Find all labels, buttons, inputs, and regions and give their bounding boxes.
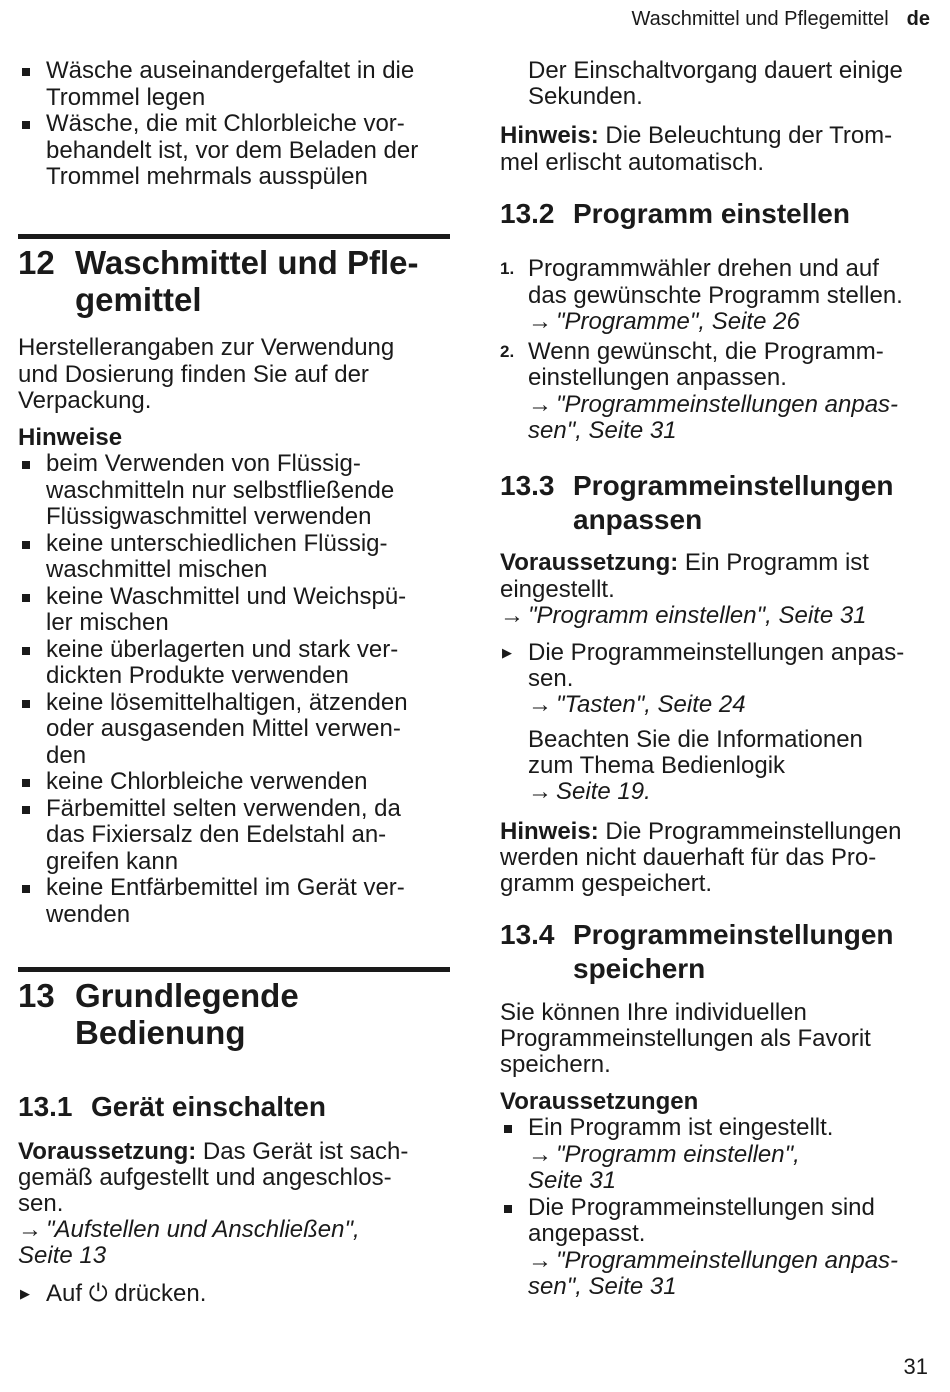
- action-step: ▶ Auf ⏻ drücken.: [20, 1280, 207, 1307]
- section-number: 12: [18, 244, 55, 281]
- notes-label: Hinweise: [18, 424, 123, 451]
- paragraph-line: Der Einschaltvorgang dauert einige: [528, 57, 903, 84]
- paragraph-line: Voraussetzung: Das Gerät ist sach-: [18, 1138, 409, 1165]
- note-line: mel erlischt automatisch.: [500, 149, 765, 176]
- section-12-heading: [18, 244, 450, 318]
- section-13-4-heading: [500, 918, 932, 986]
- cross-reference-page[interactable]: sen", Seite 31: [528, 417, 677, 444]
- paragraph-line: sen.: [18, 1190, 64, 1217]
- section-number: 13.1: [18, 1091, 73, 1122]
- section-title: Waschmittel und Pfle- gemittel: [75, 244, 419, 318]
- paragraph-line: Beachten Sie die Informationen: [528, 726, 863, 753]
- list-item: Färbemittel selten verwenden, da das Fixiersalz den Edelstahl an- greifen kann: [18, 796, 450, 876]
- paragraph-line: speichern.: [500, 1051, 611, 1078]
- section-13-3-heading: [500, 469, 932, 537]
- cross-reference-link[interactable]: → "Programmeinstellungen anpas-: [528, 390, 899, 418]
- arrow-right-icon: →: [528, 691, 552, 718]
- prerequisite-label: Voraussetzung:: [18, 1138, 197, 1165]
- notes-bullet-list: [18, 451, 450, 928]
- paragraph-line: gemäß aufgestellt und angeschlos-: [18, 1164, 392, 1191]
- list-item: 2. Wenn gewünscht, die Programm- einstellungen anpassen. → "Programmeinstellungen anpas- sen", Seite 31: [500, 339, 932, 445]
- note-line: Hinweis: Die Beleuchtung der Trom-: [500, 122, 893, 149]
- paragraph-line: Herstellerangaben zur Verwendung: [18, 334, 395, 361]
- arrow-right-icon: →: [500, 602, 524, 629]
- paragraph-line: Sie können Ihre individuellen: [500, 999, 807, 1026]
- header-title: Waschmittel und Pflegemittel: [631, 8, 889, 30]
- power-icon: ⏻: [88, 1280, 108, 1307]
- list-item: Ein Programm ist eingestellt. → "Programm einstellen", Seite 31: [500, 1115, 932, 1195]
- cross-reference-page[interactable]: Seite 31: [528, 1167, 617, 1194]
- section-divider: [18, 234, 450, 239]
- paragraph-line: eingestellt.: [500, 576, 615, 603]
- section-title: Gerät einschalten: [91, 1091, 326, 1122]
- action-step: ▶ Die Programmeinstellungen anpas-: [502, 639, 905, 666]
- note-line: werden nicht dauerhaft für das Pro-: [500, 844, 877, 871]
- paragraph-line: und Dosierung finden Sie auf der: [18, 361, 369, 388]
- list-item: keine überlagerten und stark ver- dickten Produkte verwenden: [18, 637, 450, 690]
- section-13-heading: [18, 977, 450, 1051]
- paragraph-line: Voraussetzung: Ein Programm ist: [500, 549, 869, 576]
- section-divider: [18, 967, 450, 972]
- page-header: [632, 8, 930, 31]
- paragraph-line: Sekunden.: [528, 83, 643, 110]
- numbered-steps: [500, 256, 932, 445]
- cross-reference-link[interactable]: → "Programme", Seite 26: [528, 308, 800, 335]
- list-item: keine Entfärbemittel im Gerät ver- wenden: [18, 875, 450, 928]
- section-number: 13.2: [500, 198, 555, 229]
- cross-reference-page[interactable]: Seite 13: [18, 1242, 107, 1269]
- paragraph-line: Verpackung.: [18, 387, 152, 414]
- intro-bullet-list: [18, 58, 450, 191]
- section-title: Programmeinstellungen speichern: [573, 919, 894, 984]
- section-13-1-heading: [18, 1090, 450, 1124]
- list-item: keine Chlorbleiche verwenden: [18, 769, 450, 796]
- list-item: Wäsche, die mit Chlorbleiche vor- behandelt ist, vor dem Beladen der Trommel mehrmals ausspülen: [18, 111, 450, 191]
- section-title: Programmeinstellungen anpassen: [573, 470, 894, 535]
- prerequisite-label: Voraussetzung:: [500, 549, 679, 576]
- arrow-right-icon: →: [18, 1216, 42, 1243]
- paragraph-line: sen.: [528, 665, 574, 692]
- step-triangle-icon: ▶: [502, 645, 512, 660]
- section-number: 13.4: [500, 919, 555, 950]
- cross-reference-link[interactable]: → "Programm einstellen", Seite 31: [500, 602, 867, 629]
- note-label: Hinweis:: [500, 122, 599, 149]
- step-number: 2.: [500, 341, 515, 361]
- language-code: de: [906, 8, 930, 30]
- cross-reference-link[interactable]: → "Programm einstellen",: [528, 1140, 800, 1168]
- page-number: 31: [903, 1354, 928, 1379]
- list-item: keine unterschiedlichen Flüssig- waschmittel mischen: [18, 531, 450, 584]
- arrow-right-icon: →: [528, 390, 552, 418]
- paragraph-line: Programmeinstellungen als Favorit: [500, 1025, 871, 1052]
- list-item: Wäsche auseinandergefaltet in die Trommel legen: [18, 58, 450, 111]
- list-item: keine lösemittelhaltigen, ätzenden oder ausgasenden Mittel verwen- den: [18, 690, 450, 770]
- arrow-right-icon: →: [528, 1140, 552, 1168]
- cross-reference-link[interactable]: → "Tasten", Seite 24: [528, 691, 746, 718]
- cross-reference-link[interactable]: → Seite 19.: [528, 778, 651, 805]
- step-triangle-icon: ▶: [20, 1286, 30, 1301]
- section-number: 13: [18, 977, 55, 1014]
- cross-reference-link[interactable]: → "Aufstellen und Anschließen",: [18, 1216, 360, 1243]
- section-13-2-heading: [500, 197, 932, 231]
- section-title: Programm einstellen: [573, 198, 850, 229]
- note-label: Hinweis:: [500, 818, 599, 845]
- prerequisites-label: Voraussetzungen: [500, 1088, 699, 1115]
- arrow-right-icon: →: [528, 1246, 552, 1274]
- list-item: Die Programmeinstellungen sind angepasst. → "Programmeinstellungen anpas- sen", Seite 31: [500, 1195, 932, 1301]
- note-line: Hinweis: Die Programmeinstellungen: [500, 818, 902, 845]
- list-item: 1. Programmwähler drehen und auf das gewünschte Programm stellen. → "Programme", Seite 26: [500, 256, 932, 336]
- section-title: Grundlegende Bedienung: [75, 977, 299, 1051]
- cross-reference-page[interactable]: sen", Seite 31: [528, 1273, 677, 1300]
- paragraph-line: zum Thema Bedienlogik: [528, 752, 786, 779]
- list-item: beim Verwenden von Flüssig- waschmitteln nur selbstfließende Flüssigwaschmittel verwenden: [18, 451, 450, 531]
- arrow-right-icon: →: [528, 308, 552, 335]
- section-number: 13.3: [500, 470, 555, 501]
- note-line: gramm gespeichert.: [500, 870, 713, 897]
- arrow-right-icon: →: [528, 778, 552, 805]
- step-number: 1.: [500, 259, 515, 278]
- prerequisites-list: [500, 1115, 932, 1301]
- cross-reference-link[interactable]: → "Programmeinstellungen anpas-: [528, 1246, 899, 1274]
- list-item: keine Waschmittel und Weichspü- ler mischen: [18, 584, 450, 637]
